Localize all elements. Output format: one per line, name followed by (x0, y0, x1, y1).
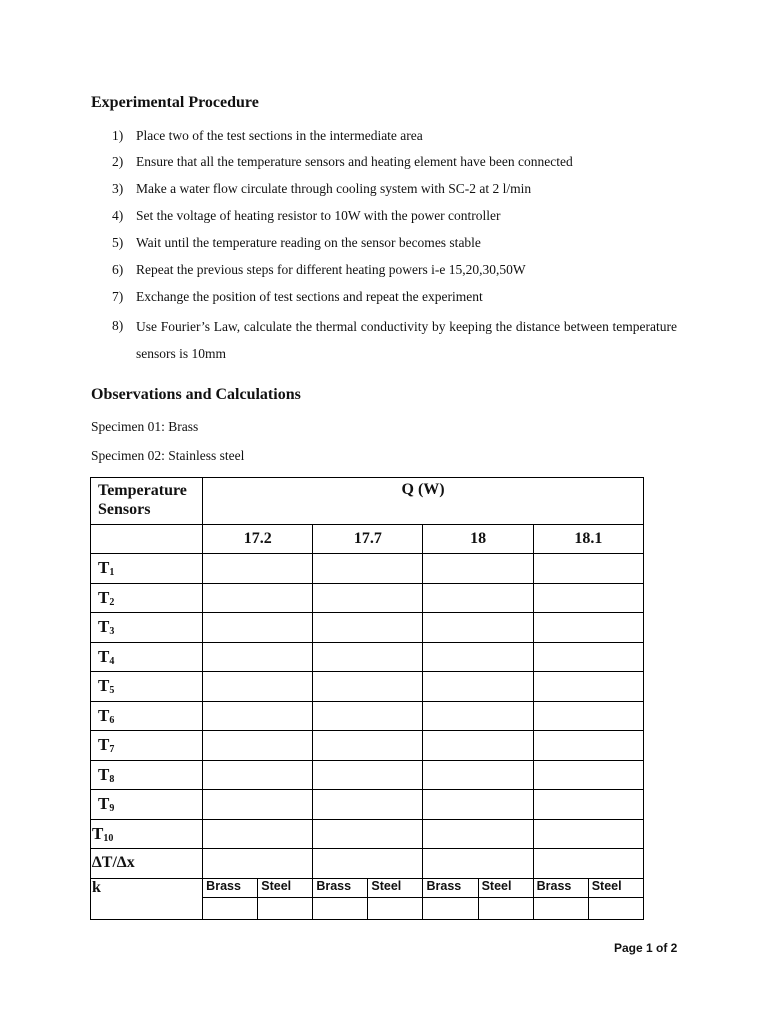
sensor-name: T (98, 764, 110, 784)
step-number: 5) (112, 235, 124, 250)
table-cell[interactable] (533, 731, 643, 761)
sensor-row (91, 672, 644, 702)
sensor-row (91, 760, 644, 790)
sensor-label (91, 819, 203, 849)
sensor-index: 1 (109, 567, 115, 579)
observations-heading: Observations and Calculations (91, 386, 301, 403)
sensor-label (91, 672, 203, 702)
table-cell[interactable] (423, 554, 533, 584)
table-cell[interactable] (313, 731, 423, 761)
sensor-name: T (98, 676, 110, 696)
table-cell[interactable] (533, 790, 643, 820)
table-cell[interactable] (313, 790, 423, 820)
k-label: k (91, 878, 203, 919)
brass-subheader: Brass (203, 878, 258, 897)
brass-subheader: Brass (313, 878, 368, 897)
steel-subheader: Steel (368, 878, 423, 897)
step-number: 8) (112, 318, 124, 333)
sensor-row (91, 790, 644, 820)
sensor-rows (91, 554, 644, 849)
table-cell[interactable] (203, 583, 313, 613)
gradient-row (91, 849, 644, 879)
table-cell[interactable] (203, 790, 313, 820)
sensor-row (91, 819, 644, 849)
table-cell[interactable] (533, 583, 643, 613)
step-text: Wait until the temperature reading on the sensor becomes stable (136, 235, 481, 250)
table-cell[interactable] (203, 613, 313, 643)
sensor-index: 2 (109, 596, 115, 608)
table-cell[interactable] (203, 701, 313, 731)
table-cell[interactable] (423, 790, 533, 820)
sensor-label (91, 790, 203, 820)
sensor-row (91, 701, 644, 731)
k-header-row (91, 878, 644, 897)
steel-subheader: Steel (478, 878, 533, 897)
table-cell[interactable] (423, 672, 533, 702)
sensor-name: T (98, 587, 110, 607)
sensor-label (91, 554, 203, 584)
table-cell[interactable] (313, 554, 423, 584)
table-cell[interactable] (203, 760, 313, 790)
table-cell[interactable] (533, 849, 643, 879)
table-cell[interactable] (313, 760, 423, 790)
table-cell[interactable] (203, 849, 313, 879)
sensor-column-header: Temperature Sensors (91, 478, 203, 525)
sensor-index: 3 (109, 626, 115, 638)
sensor-index: 5 (109, 685, 115, 697)
step-text: Place two of the test sections in the intermediate area (136, 128, 423, 143)
q-value-cell: 18.1 (533, 525, 643, 554)
table-cell[interactable] (313, 819, 423, 849)
step-text: Set the voltage of heating resistor to 10W with the power controller (136, 208, 501, 223)
sensor-name: T (98, 646, 110, 666)
sensor-name: T (98, 705, 110, 725)
table-cell[interactable] (313, 849, 423, 879)
brass-subheader: Brass (533, 878, 588, 897)
table-cell[interactable] (533, 642, 643, 672)
table-cell[interactable] (423, 849, 533, 879)
procedure-heading: Experimental Procedure (91, 94, 259, 111)
steel-subheader: Steel (258, 878, 313, 897)
table-cell[interactable] (313, 642, 423, 672)
sensor-index: 7 (109, 744, 115, 756)
table-cell[interactable] (423, 897, 478, 919)
specimen-1-label: Specimen 01: Brass (91, 419, 199, 434)
q-values-row (91, 525, 644, 554)
table-cell[interactable] (203, 672, 313, 702)
step-text: Ensure that all the temperature sensors and heating element have been connected (136, 154, 573, 169)
sensor-label (91, 583, 203, 613)
step-number: 7) (112, 289, 124, 304)
sensor-index: 6 (109, 714, 115, 726)
table-cell[interactable] (533, 760, 643, 790)
steel-subheader: Steel (588, 878, 643, 897)
sensor-row (91, 554, 644, 584)
observations-table (90, 477, 644, 920)
brass-subheader: Brass (423, 878, 478, 897)
table-cell[interactable] (313, 701, 423, 731)
table-cell[interactable] (533, 672, 643, 702)
table-cell[interactable] (203, 819, 313, 849)
table-cell[interactable] (368, 897, 423, 919)
sensor-row (91, 583, 644, 613)
sensor-name: T (92, 823, 104, 843)
table-cell[interactable] (423, 760, 533, 790)
sensor-name: T (98, 617, 110, 637)
sensor-row (91, 642, 644, 672)
specimen-2-label: Specimen 02: Stainless steel (91, 448, 245, 463)
table-cell[interactable] (313, 583, 423, 613)
sensor-label (91, 642, 203, 672)
table-cell[interactable] (313, 897, 368, 919)
sensor-label (91, 760, 203, 790)
blank-cell (91, 525, 203, 554)
q-value-cell: 17.7 (313, 525, 423, 554)
table-header-row (91, 478, 644, 525)
sensor-index: 10 (103, 832, 114, 844)
sensor-label (91, 613, 203, 643)
sensor-name: T (98, 735, 110, 755)
table-cell[interactable] (423, 701, 533, 731)
table-cell[interactable] (203, 554, 313, 584)
table-cell[interactable] (533, 897, 588, 919)
step-text: Repeat the previous steps for different heating powers i-e 15,20,30,50W (136, 262, 526, 277)
step-number: 3) (112, 181, 124, 196)
sensor-label (91, 701, 203, 731)
table-cell[interactable] (423, 613, 533, 643)
table-cell[interactable] (533, 819, 643, 849)
heat-rate-header: Q (W) (203, 478, 644, 525)
sensor-index: 8 (109, 773, 115, 785)
sensor-index: 4 (109, 655, 115, 667)
table-cell[interactable] (423, 731, 533, 761)
table-cell[interactable] (203, 642, 313, 672)
step-number: 4) (112, 208, 124, 223)
q-value-cell: 18 (423, 525, 533, 554)
table-cell[interactable] (203, 731, 313, 761)
table-cell[interactable] (313, 613, 423, 643)
table-cell[interactable] (588, 897, 643, 919)
table-cell[interactable] (423, 583, 533, 613)
step-number: 2) (112, 154, 124, 169)
table-cell[interactable] (533, 701, 643, 731)
sensor-name: T (98, 558, 110, 578)
sensor-row (91, 731, 644, 761)
table-cell[interactable] (423, 642, 533, 672)
sensor-row (91, 613, 644, 643)
sensor-name: T (98, 794, 110, 814)
step-text: Make a water flow circulate through cooling system with SC-2 at 2 l/min (136, 181, 532, 196)
table-cell[interactable] (533, 613, 643, 643)
table-cell[interactable] (478, 897, 533, 919)
q-value-cell: 17.2 (203, 525, 313, 554)
gradient-label: ∆T/∆x (91, 849, 203, 879)
table-cell[interactable] (313, 672, 423, 702)
page-number: Page 1 of 2 (614, 941, 678, 955)
step-text: Use Fourier’s Law, calculate the thermal conductivity by keeping the distance between temperature sensors is 10mm (136, 319, 677, 361)
table-cell[interactable] (423, 819, 533, 849)
table-cell[interactable] (203, 897, 258, 919)
table-cell[interactable] (533, 554, 643, 584)
sensor-index: 9 (109, 803, 115, 815)
sensor-label (91, 731, 203, 761)
step-number: 6) (112, 262, 124, 277)
table-cell[interactable] (258, 897, 313, 919)
step-number: 1) (112, 128, 124, 143)
step-text: Exchange the position of test sections and repeat the experiment (136, 289, 483, 304)
